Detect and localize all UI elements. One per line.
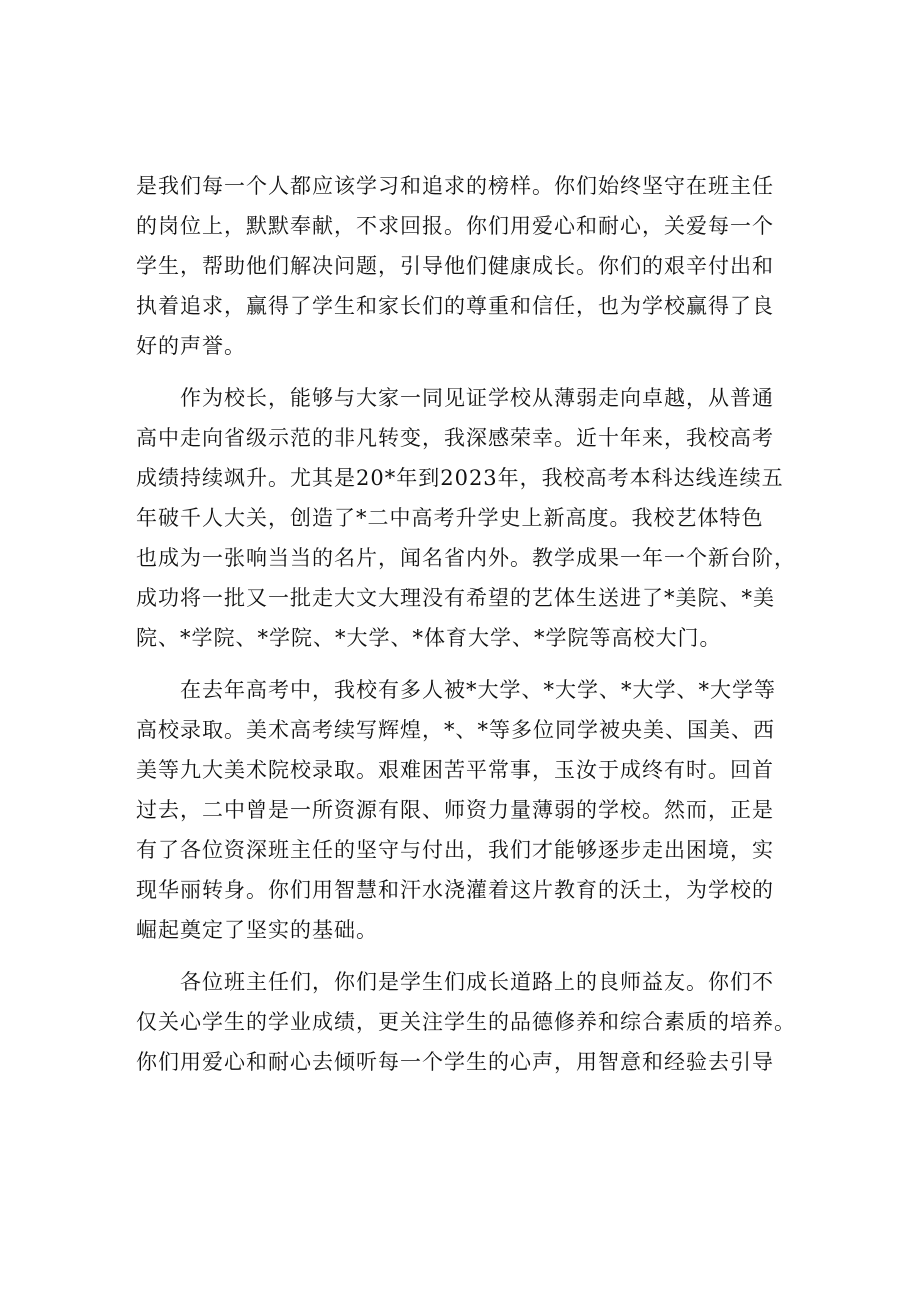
text-line: 高校录取。美术高考续写辉煌，*、*等多位同学被央美、国美、西 <box>136 718 775 742</box>
text-line: 在去年高考中，我校有多人被*大学、*大学、*大学、*大学等 <box>180 678 776 702</box>
text-line: 院、*学院、*学院、*大学、*体育大学、*学院等高校大门。 <box>136 626 722 650</box>
text-line: 高中走向省级示范的非凡转变，我深感荣幸。近十年来，我校高考 <box>136 426 774 450</box>
text-line: 美等九大美术院校录取。艰难困苦平常事，玉汝于成终有时。回首 <box>136 758 774 782</box>
document-body <box>136 166 796 1094</box>
paragraph-3 <box>136 670 796 950</box>
text-line: 现华丽转身。你们用智慧和汗水浇灌着这片教育的沃土，为学校的 <box>136 878 774 902</box>
text-line: 各位班主任们，你们是学生们成长道路上的良师益友。你们不 <box>180 970 774 994</box>
text-line: 你们用爱心和耐心去倾听每一个学生的心声，用智意和经验去引导 <box>136 1050 774 1074</box>
text-line: 年破千人大关，创造了*二中高考升学史上新高度。我校艺体特色 <box>136 506 764 530</box>
paragraph-2 <box>136 378 796 658</box>
text-line: 也成为一张响当当的名片，闻名省内外。教学成果一年一个新台阶， <box>136 546 796 570</box>
text-line: 是我们每一个人都应该学习和追求的榜样。你们始终坚守在班主任 <box>136 174 774 198</box>
paragraph-1 <box>136 166 796 366</box>
text-line: 有了各位资深班主任的坚守与付出，我们才能够逐步走出困境，实 <box>136 838 774 862</box>
text-line: 好的声誉。 <box>136 334 246 358</box>
text-line: 成绩持续飒升。尤其是20*年到2023年，我校高考本科达线连续五 <box>136 466 784 490</box>
text-line: 成功将一批又一批走大文大理没有希望的艺体生送进了*美院、*美 <box>136 586 775 610</box>
paragraph-4 <box>136 962 796 1082</box>
text-line: 崛起奠定了坚实的基础。 <box>136 918 378 942</box>
text-line: 过去，二中曾是一所资源有限、师资力量薄弱的学校。然而，正是 <box>136 798 774 822</box>
text-line: 的岗位上，默默奉献，不求回报。你们用爱心和耐心，关爱每一个 <box>136 214 774 238</box>
text-line: 仅关心学生的学业成绩，更关注学生的品德修养和综合素质的培养。 <box>136 1010 796 1034</box>
text-line: 作为校长，能够与大家一同见证学校从薄弱走向卓越，从普通 <box>180 386 774 410</box>
text-line: 学生，帮助他们解决问题，引导他们健康成长。你们的艰辛付出和 <box>136 254 774 278</box>
text-line: 执着追求，赢得了学生和家长们的尊重和信任，也为学校赢得了良 <box>136 294 774 318</box>
